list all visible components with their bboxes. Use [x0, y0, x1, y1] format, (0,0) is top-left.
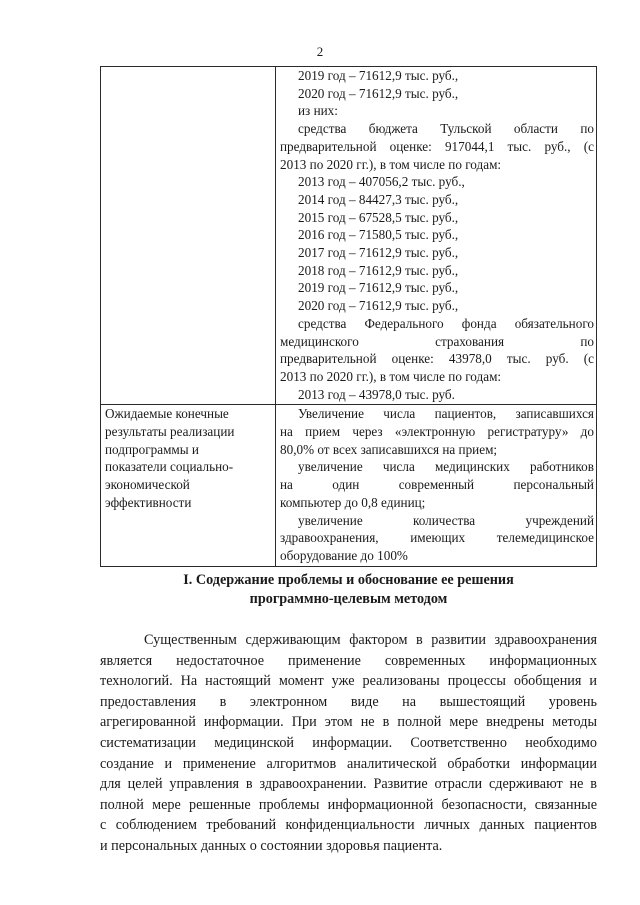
results-label-line: Ожидаемые конечные: [105, 406, 229, 422]
funding-line: 2013 по 2020 гг.), в том числе по годам:: [280, 368, 502, 384]
funding-line: 2019 год – 71612,9 тыс. руб.,: [298, 280, 459, 296]
table-cell-right: [276, 67, 597, 405]
paragraph-line: Существенным сдерживающим фактором в развитии здравоохранения: [144, 632, 597, 648]
results-label-line: показатели социально-: [105, 459, 234, 475]
funding-line: 2020 год – 71612,9 тыс. руб.,: [298, 298, 459, 314]
table-cell-right: [276, 405, 597, 566]
paragraph-line: и персональных данных о состоянии здоровья пациента.: [100, 837, 443, 854]
results-line: на один современный персональный: [280, 477, 594, 493]
results-line: оборудование до 100%: [280, 547, 408, 563]
funding-line: 2018 год – 71612,9 тыс. руб.,: [298, 262, 459, 278]
results-label-line: результаты реализации: [105, 424, 235, 440]
funding-line: 2017 год – 71612,9 тыс. руб.,: [298, 245, 459, 261]
results-label-line: эффективности: [105, 494, 192, 510]
passport-table: [100, 66, 597, 567]
section-heading: [100, 571, 597, 609]
table-cell-left: [101, 405, 276, 566]
paragraph-line: агрегированной информации. При этом не в полной мере внедрены методы: [100, 714, 597, 731]
results-line: увеличение числа медицинских работников: [298, 459, 594, 475]
funding-line: 2013 год – 43978,0 тыс. руб.: [298, 386, 455, 402]
funding-line: предварительной оценке: 43978,0 тыс. руб. (с: [280, 351, 594, 367]
results-line: на прием через «электронную регистратуру» до: [280, 424, 594, 440]
paragraph-line: является недостаточное применение современных информационных: [100, 652, 597, 669]
funding-line: 2015 год – 67528,5 тыс. руб.,: [298, 209, 459, 225]
paragraph-line: для целей управления в здравоохранении. Развитие отрасли сдерживают не в: [100, 776, 597, 793]
paragraph-line: предоставления в электронном виде на вышестоящий уровень: [100, 693, 597, 710]
section-heading-line: I. Содержание проблемы и обоснование ее решения: [183, 572, 514, 588]
funding-line: 2016 год – 71580,5 тыс. руб.,: [298, 227, 459, 243]
funding-line: 2020 год – 71612,9 тыс. руб.,: [298, 85, 459, 101]
results-line: компьютер до 0,8 единиц;: [280, 494, 426, 510]
paragraph-line: систематизации медицинской информации. Соответственно необходимо: [100, 734, 597, 751]
table-row: [101, 67, 597, 405]
results-line: 80,0% от всех записавшихся на прием;: [280, 441, 498, 457]
funding-line: предварительной оценке: 917044,1 тыс. руб., (с: [280, 138, 594, 154]
funding-line: 2013 год – 407056,2 тыс. руб.,: [298, 174, 465, 190]
funding-line: 2014 год – 84427,3 тыс. руб.,: [298, 191, 459, 207]
paragraph-line: технологий. На настоящий момент уже реализованы процессы обобщения и: [100, 673, 597, 690]
results-label-line: экономической: [105, 477, 190, 493]
funding-line: средства Федерального фонда обязательного: [298, 315, 594, 331]
paragraph-line: полной мере решенные проблемы информационной безопасности, связанные: [100, 796, 597, 813]
funding-line: медицинского страхования по: [280, 333, 594, 349]
results-line: увеличение количества учреждений: [298, 512, 594, 528]
results-label-line: подпрограммы и: [105, 441, 199, 457]
funding-line: средства бюджета Тульской области по: [298, 121, 594, 137]
section-heading-line: программно-целевым методом: [249, 591, 448, 607]
funding-line: 2013 по 2020 гг.), в том числе по годам:: [280, 156, 502, 172]
paragraph-line: создание и применение алгоритмов аналитической обработки информации: [100, 755, 597, 772]
section-paragraph: [100, 630, 597, 857]
results-line: Увеличение числа пациентов, записавшихся: [298, 406, 594, 422]
funding-line: 2019 год – 71612,9 тыс. руб.,: [298, 68, 459, 83]
table-row: [101, 405, 597, 566]
results-line: здравоохранения, имеющих телемедицинское: [280, 530, 594, 546]
funding-line: из них:: [298, 103, 338, 119]
page-number: 2: [316, 44, 324, 59]
table-cell-left: [101, 67, 276, 405]
paragraph-line: с соблюдением требований конфиденциальности личных данных пациентов: [100, 817, 597, 834]
